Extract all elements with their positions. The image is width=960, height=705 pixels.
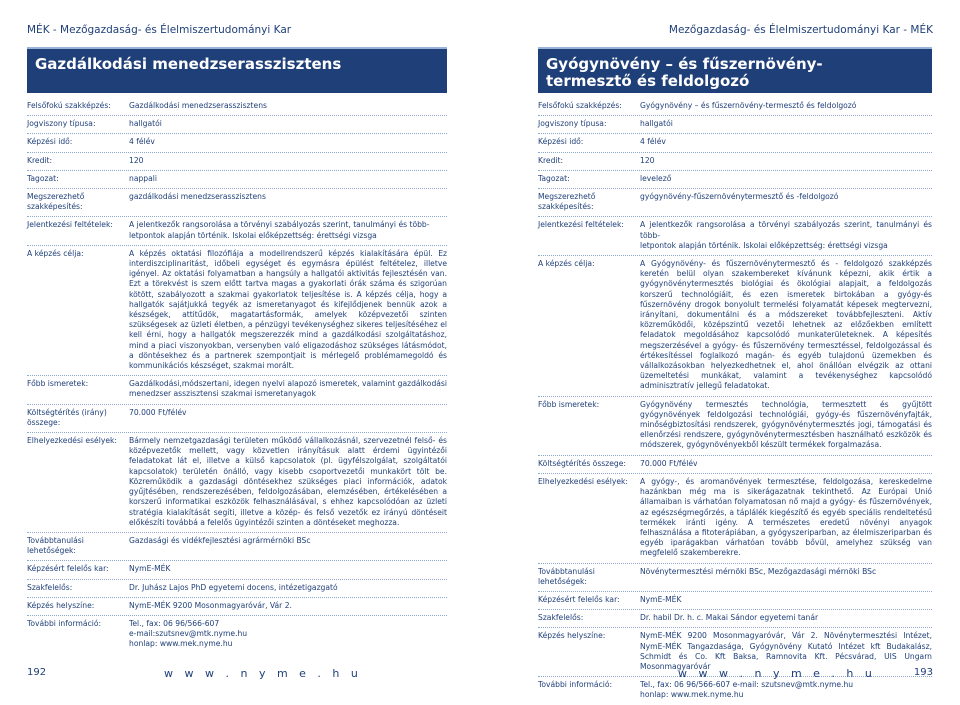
row-value: levelező xyxy=(640,173,672,183)
row-label: Megszerezhető szakképesítés: xyxy=(27,192,85,212)
row-label: Költségtérítés összege: xyxy=(538,458,626,468)
row-value: A jelentkezők rangsorolása a törvényi szabályozás szerint, tanulmányi és több- letpontok alapján történik. Iskolai előképzettség: érettségi vizsga xyxy=(129,220,430,240)
row-label: Költségtérítés (irány) összege: xyxy=(27,407,107,427)
info-row xyxy=(538,677,932,704)
info-row xyxy=(538,217,932,256)
info-row xyxy=(538,116,932,134)
info-row xyxy=(538,456,932,474)
row-value: 120 xyxy=(129,155,144,165)
running-header: MÉK - Mezőgazdaság- és Élelmiszertudományi Kar xyxy=(27,24,292,36)
info-row xyxy=(27,153,447,171)
info-row xyxy=(27,134,447,152)
row-value: nappali xyxy=(129,173,157,183)
row-label: Tagozat: xyxy=(538,173,570,183)
info-row xyxy=(538,256,932,397)
right-page xyxy=(480,0,960,705)
row-label: Továbbtanulási lehetőségek: xyxy=(538,566,595,586)
info-row xyxy=(27,561,447,579)
row-value: gazdálkodási menedzserasszisztens xyxy=(129,192,266,202)
row-value: 4 félév xyxy=(640,137,666,147)
row-label: Képzési idő: xyxy=(538,137,584,147)
row-label: Képzés helyszíne: xyxy=(27,600,95,610)
info-row xyxy=(27,616,447,654)
row-value: NymE-MÉK 9200 Mosonmagyaróvár, Vár 2. Növénytermesztési Intézet, NymE-MÉK Tangazdasága, Gyógynövény Kutató Intézet kft Budakalász, Schmidt és Co. Kft Baksa, Ramnovita Kft. Pécsvárad, UIS Ungarn Mosonmagyaróvár xyxy=(640,631,932,671)
info-row xyxy=(538,610,932,628)
row-value: 70.000 Ft/félév xyxy=(129,407,187,417)
row-label: Képzésért felelős kar: xyxy=(27,564,109,574)
row-value: 120 xyxy=(640,155,655,165)
info-row xyxy=(538,171,932,189)
row-label: A képzés célja: xyxy=(27,248,84,258)
info-row xyxy=(538,397,932,456)
page-title: Gazdálkodási menedzserasszisztens xyxy=(35,55,342,73)
info-row xyxy=(27,533,447,561)
row-label: További információ: xyxy=(27,618,102,628)
row-value: NymE-MÉK xyxy=(640,594,682,604)
row-value: hallgatói xyxy=(129,119,162,129)
row-value: Növénytermesztési mérnöki BSc, Mezőgazdasági mérnöki BSc xyxy=(640,566,877,576)
row-value: Tel., fax: 06 96/566-607 e-mail: szutsnev@mtk.nyme.hu honlap: www.mek.nyme.hu xyxy=(640,680,854,700)
row-label: Kredit: xyxy=(27,155,53,165)
page-number: 193 xyxy=(913,667,933,678)
page-title: Gyógynövény – és fűszernövény- termesztő és feldolgozó xyxy=(546,55,823,90)
page-number: 192 xyxy=(27,667,47,678)
info-row xyxy=(27,189,447,217)
row-label: Jogviszony típusa: xyxy=(538,119,607,129)
row-value: Tel., fax: 06 96/566-607 e-mail:szutsnev@mtk.nyme.hu honlap: www.mek.nyme.hu xyxy=(129,618,248,649)
row-label: További információ: xyxy=(538,680,613,690)
row-label: Elhelyezkedési esélyek: xyxy=(27,436,117,446)
info-row xyxy=(27,598,447,616)
info-row xyxy=(27,433,447,533)
info-row xyxy=(538,98,932,116)
row-value: A képzés oktatási filozófiája a modellrendszerű képzés kialakítására épül. Ez interdiszciplinaritást, időbeli egységet és egymásra épülést feltételez, illetve igényel. Az oktatási folyamatban a hangsúly a hallgatói aktivitás fejlesztésén van. Ezt a törekvést is szem előtt tartva magas a gyakorlati órák száma és szigorúan kötött, szabályozott a szakmai gyakorlatok teljesítése is. A képzés célja, hogy a hallgatók sajátjukká tegyék az ismeretanyagot és kifejlődjenek bennük azok a készségek, attitűdök, magatartásformák, amelyek középvezetői szinten szükségesek az üzleti életben, a pénzügyi tevékenységhez sikeres teljesítéséhez el kell érni, hogy a hallgatók megszerezzék mind a gazdálkodási szolgáltatáshoz, mind a piaci viszonyokban, versenyben való eligazodáshoz szükséges látásmódot, a döntésekhez és a partnerek szempontjait is mérlegelő problémamegoldó és kommunikációs készséget, szakmai morált. xyxy=(129,248,447,371)
row-value: NymE-MÉK xyxy=(129,564,171,574)
row-label: Megszerezhető szakképesítés: xyxy=(538,192,596,212)
info-row xyxy=(27,98,447,116)
row-value: gyógynövény-fűszernövénytermesztő és -feldolgozó xyxy=(640,192,839,202)
row-label: Tagozat: xyxy=(27,173,59,183)
row-value: 4 félév xyxy=(129,137,155,147)
row-label: Szakfelelős: xyxy=(538,613,584,623)
row-label: Főbb ismeretek: xyxy=(27,379,89,389)
row-value: NymE-MÉK 9200 Mosonmagyaróvár, Vár 2. xyxy=(129,600,292,610)
info-row xyxy=(27,246,447,376)
info-row xyxy=(27,376,447,404)
info-row xyxy=(27,171,447,189)
row-value: Gazdálkodási menedzserasszisztens xyxy=(129,101,267,110)
row-label: Képzési idő: xyxy=(27,137,73,147)
row-value: A gyógy-, és aromanövények termesztése, feldolgozása, kereskedelme hazánkban még ma is sikerágazatnak tekinthető. Az Európai Unió államaiban is várhatóan folyamatosan nő majd a gyógy- és fűszernövények, az egészségmegőrzés, a táplálék kiegészítő és egyéb speciális rendeltetésű termékek iránti igény. A természetes eredetű növényi anyagok felhasználása a fitoterápiában, a gyógyszeriparban, az élelmiszeriparban és egyéb iparágakban várhatóan tovább bővül, amelyhez szükség van megfelelő szakemberekre. xyxy=(640,476,932,558)
row-label: Jelentkezési feltételek: xyxy=(27,220,113,230)
row-label: Felsőfokú szakképzés: xyxy=(27,101,111,110)
row-value: Dr. habil Dr. h. c. Makai Sándor egyetemi tanár xyxy=(640,613,819,623)
title-banner xyxy=(538,47,932,93)
info-row xyxy=(27,116,447,134)
info-row xyxy=(538,564,932,592)
title-banner xyxy=(27,47,447,93)
info-row xyxy=(538,153,932,171)
info-row xyxy=(538,189,932,217)
row-value: hallgatói xyxy=(640,119,673,129)
row-label: Jogviszony típusa: xyxy=(27,119,96,129)
row-value: Gazdálkodási,módszertani, idegen nyelvi alapozó ismeretek, valamint gazdálkodási menedzser asszisztensi szakmai ismeretanyagok xyxy=(129,379,447,399)
row-value: Dr. Juhász Lajos PhD egyetemi docens, intézetigazgató xyxy=(129,582,338,592)
row-value: A Gyógynövény- és fűszernövénytermesztő és - feldolgozó szakképzés keretén belül olyan szakembereket kívánunk képezni, akik értik a gyógynövénytermesztés biológiai és ökológiai alapjait, a feldolgozás korszerű technológiáit, és ezen ismeretek birtokában a gyógy-és fűszernövény drogok bonyolult termelési folyamatát képesek megtervezni, irányítani, dokumentálni és a módszereket továbbfejleszteni. Aktív közreműködői, középszintű vezetői lehetnek az előzőekben említett feladatok megoldásához kapcsolódó munkaterületeknek. A képesítés megszerzésével a gyógy- és fűszernövény termesztéssel, feldolgozással és értékesítéssel foglalkozó magán- és egyéb tulajdonú üzemekben és vállalkozásokban helyezkedhetnek el, ahol önállóan elvégzik az ottani üzemeltetési munkákat, valamint a tevékenységhez kapcsolódó adminisztratív jellegű feladatokat. xyxy=(640,259,932,391)
info-row xyxy=(538,474,932,564)
info-row xyxy=(27,405,447,433)
running-header: Mezőgazdaság- és Élelmiszertudományi Kar - MÉK xyxy=(668,24,933,36)
row-label: Képzésért felelős kar: xyxy=(538,594,620,604)
row-label: Képzés helyszíne: xyxy=(538,631,606,641)
info-table xyxy=(538,98,932,705)
row-value: Gyógynövény – és fűszernövény-termesztő és feldolgozó xyxy=(640,101,857,110)
row-value: Gyógynövény termesztés technológia, termesztett és gyűjtött gyógynövények feldolgozási technológiái, gyógy-és fűszernövényfajták, minőségbiztosítási rendszerek, gyógynövénytermesztés jogi, támogatási és ellenőrzési rendszere, gyógynövénytermesztésben használható eszközök és módszerek, gyógynövényekből készült termékek forgalmazása. xyxy=(640,399,932,450)
info-row xyxy=(27,217,447,245)
info-row xyxy=(538,592,932,610)
row-label: Felsőfokú szakképzés: xyxy=(538,101,622,110)
footer-url[interactable]: w w w . n y m e . h u xyxy=(164,667,362,680)
row-value: A jelentkezők rangsorolása a törvényi szabályozás szerint, tanulmányi és több- letpontok alapján történik. Iskolai előképzettség: érettségi vizsga xyxy=(640,220,932,250)
info-row xyxy=(27,580,447,598)
row-label: Főbb ismeretek: xyxy=(538,399,600,409)
info-table xyxy=(27,98,447,654)
row-value: Gazdasági és vidékfejlesztési agrármérnöki BSc xyxy=(129,535,311,545)
row-value: 70.000 Ft/félév xyxy=(640,458,698,468)
row-label: A képzés célja: xyxy=(538,259,595,269)
row-label: Elhelyezkedési esélyek: xyxy=(538,476,628,486)
row-label: Továbbtanulási lehetőségek: xyxy=(27,535,84,556)
info-row xyxy=(538,134,932,152)
footer-url[interactable]: w w w . n y m e . h u xyxy=(678,667,876,680)
row-label: Szakfelelős: xyxy=(27,582,73,592)
row-value: Bármely nemzetgazdasági területen működő vállalkozásnál, szervezetnél felső- és középvezetők mellett, vagy közvetlen irányításuk alatt érdemi ügyintézői feladatokat lát el, illetve a külső kapcsolatok (pl. ügyfélszolgálat, szolgáltatói kapcsolatok) területén önálló, vagy kisebb csoportvezetői munkakört tölt be. Közreműködik a gazdasági döntésekhez szükséges piaci információk, adatok gyűjtésében, rendszerezésében, feldolgozásában, elemzésében, értékelésében a korszerű informatikai eszközök felhasználásával, s ehhez kapcsolódóan az üzleti stratégia kialakítását segíti, illetve a közép- és felső vezetők ez irányú döntéseit előkészíti továbbá a felelős ügyintézői szinten a döntéseket meghozza. xyxy=(129,436,447,527)
row-label: Kredit: xyxy=(538,155,564,165)
row-label: Jelentkezési feltételek: xyxy=(538,220,624,230)
